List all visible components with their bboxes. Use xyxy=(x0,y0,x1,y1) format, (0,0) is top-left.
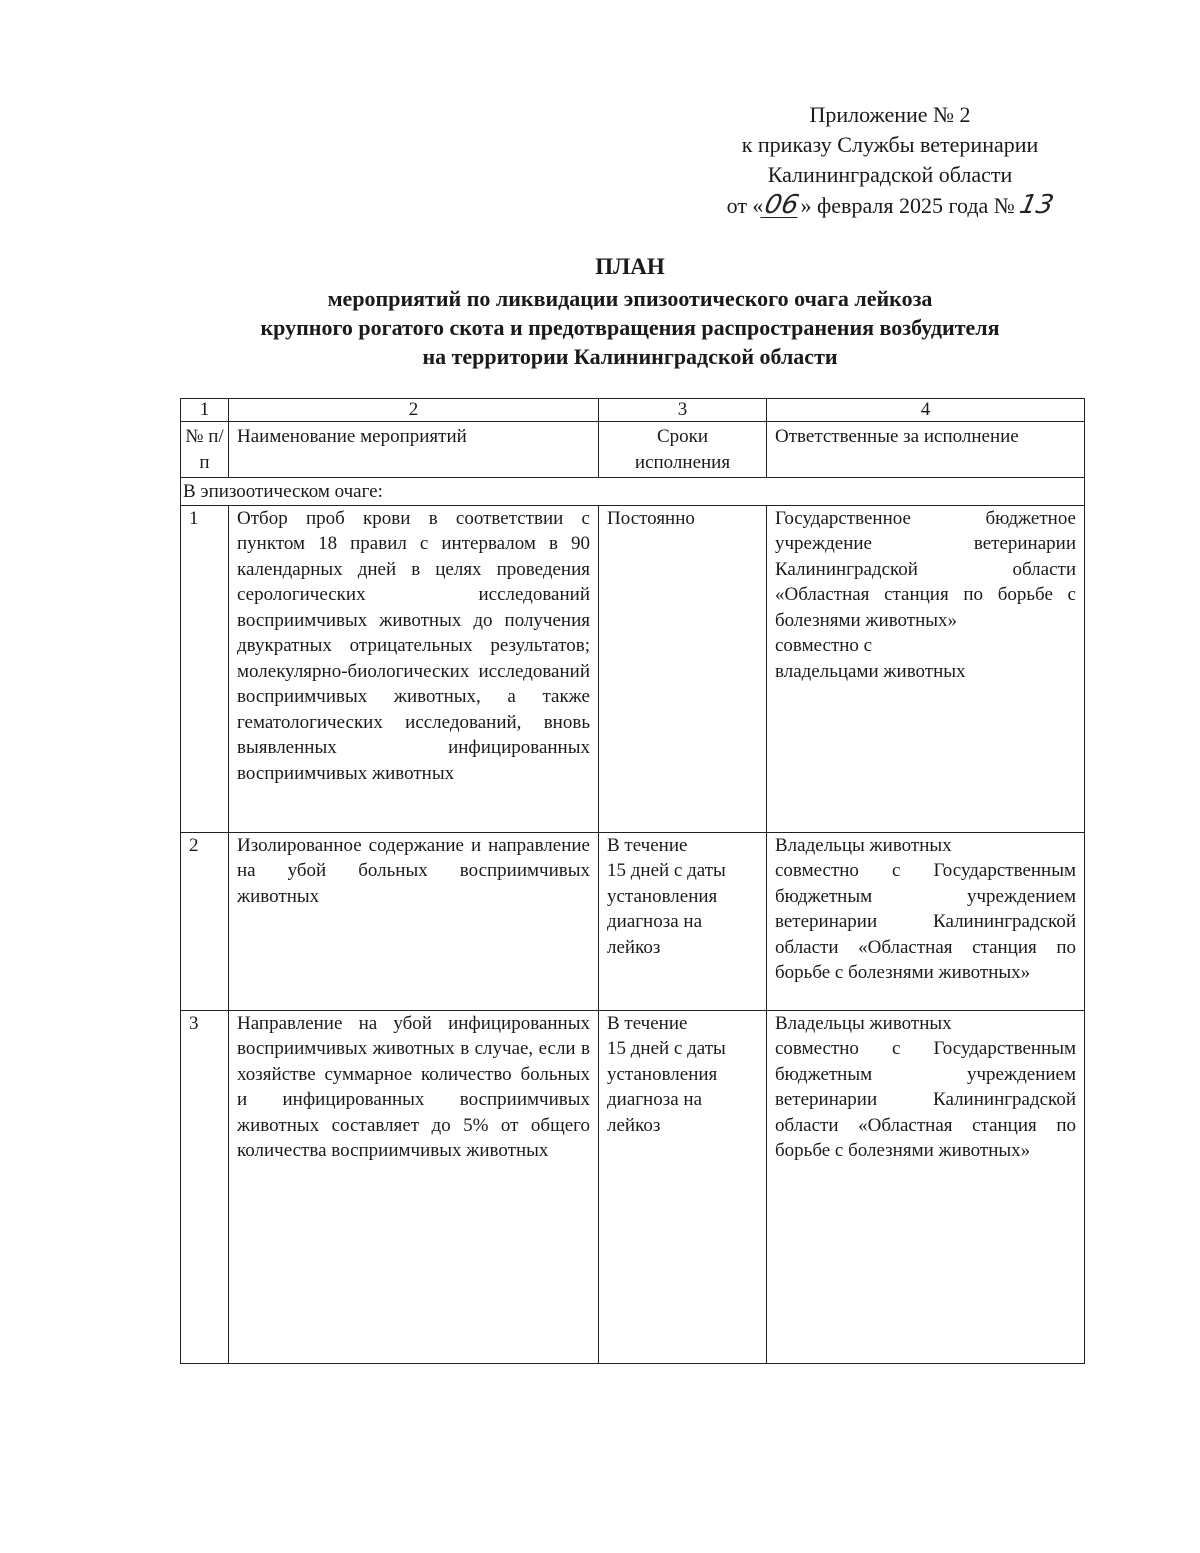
appendix-order-ref: к приказу Службы ветеринарии xyxy=(741,132,1039,157)
responsible-owners: Владельцы животных xyxy=(775,834,952,856)
responsible-joint: совместно с xyxy=(775,635,873,656)
row-terms xyxy=(599,1010,767,1363)
date-middle: » февраля 2025 года № xyxy=(800,193,1015,218)
header-name: Наименование мероприятий xyxy=(229,422,599,478)
plan-table xyxy=(180,398,1085,1364)
row-terms xyxy=(599,832,767,1010)
table-row xyxy=(181,505,1085,832)
column-number: 4 xyxy=(767,399,1085,422)
column-number: 1 xyxy=(181,399,229,422)
responsible-owners: владельцами животных xyxy=(775,660,966,682)
row-responsible xyxy=(767,1010,1085,1363)
row-number: 3 xyxy=(181,1010,229,1363)
document-title-block xyxy=(150,252,1110,371)
row-number: 1 xyxy=(181,505,229,832)
row-responsible xyxy=(767,505,1085,832)
table-row xyxy=(181,832,1085,1010)
terms-line-2: 15 дней с даты установления диагноза на лейкоз xyxy=(607,860,726,958)
terms-line-1: В течение xyxy=(607,834,688,856)
document-title: ПЛАН xyxy=(595,254,665,279)
row-number: 2 xyxy=(181,832,229,1010)
section-row xyxy=(181,478,1085,506)
row-name: Направление на убой инфицированных восприимчивых животных в случае, если в хозяйстве суммарное количество больных и инфицированных восприимчивых животных составляет до 5% от общего количества восприимчивых животных xyxy=(229,1010,599,1363)
handwritten-day: 06 xyxy=(762,190,802,220)
section-title: В эпизоотическом очаге: xyxy=(181,478,1085,506)
row-name: Изолированное содержание и направление на убой больных восприимчивых животных xyxy=(229,832,599,1010)
date-prefix: от « xyxy=(726,193,764,218)
header-number: № п/п xyxy=(181,422,229,478)
document-subtitle-line-3: на территории Калининградской области xyxy=(422,344,838,369)
responsible-owners: Владельцы животных xyxy=(775,1012,952,1034)
document-subtitle-line-1: мероприятий по ликвидации эпизоотического очага лейкоза xyxy=(327,286,933,311)
row-name: Отбор проб крови в соответствии с пунктом 18 правил с интервалом в 90 календарных дней в целях проведения серологических исследований восприимчивых животных до получения двукратных отрицательных результатов; молекулярно-биологических исследований восприимчивых животных, а также гематологических исследований, вновь выявленных инфицированных восприимчивых животных xyxy=(229,505,599,832)
appendix-date-line xyxy=(640,190,1140,221)
responsible-main: Государственное бюджетное учреждение ветеринарии Калининградской области «Областная станция по борьбе с болезнями животных» xyxy=(775,507,1076,631)
appendix-region: Калининградской области xyxy=(767,162,1013,187)
column-number: 2 xyxy=(229,399,599,422)
row-terms: Постоянно xyxy=(599,505,767,832)
responsible-main: совместно с Государственным бюджетным учреждением ветеринарии Калининградской области «Областная станция по борьбе с болезнями животных» xyxy=(775,1038,1076,1161)
header-terms: Сроки исполнения xyxy=(599,422,767,478)
document-subtitle-line-2: крупного рогатого скота и предотвращения распространения возбудителя xyxy=(260,315,1000,340)
table-header-row xyxy=(181,422,1085,478)
table-row xyxy=(181,1010,1085,1363)
appendix-title: Приложение № 2 xyxy=(809,102,971,127)
row-responsible xyxy=(767,832,1085,1010)
responsible-main: совместно с Государственным бюджетным учреждением ветеринарии Калининградской области «Областная станция по борьбе с болезнями животных» xyxy=(775,860,1076,983)
handwritten-order-number: 13 xyxy=(1017,190,1057,220)
terms-line-2: 15 дней с даты установления диагноза на лейкоз xyxy=(607,1038,726,1136)
column-number: 3 xyxy=(599,399,767,422)
column-number-row xyxy=(181,399,1085,422)
header-responsible: Ответственные за исполнение xyxy=(767,422,1085,478)
appendix-block xyxy=(640,100,1140,221)
terms-line-1: В течение xyxy=(607,1012,688,1034)
